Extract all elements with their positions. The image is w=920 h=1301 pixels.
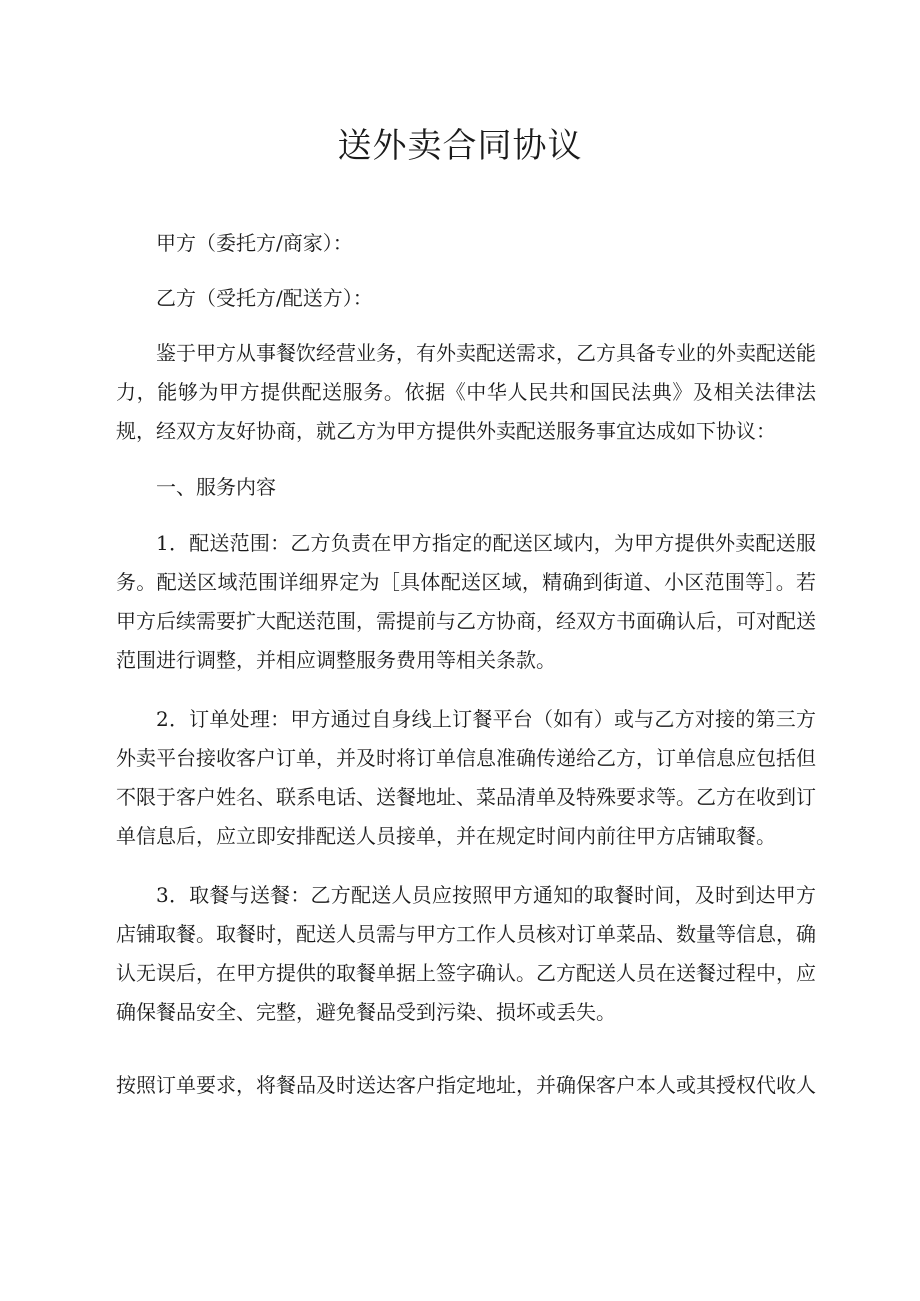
clause-pickup-delivery: 3．取餐与送餐：乙方配送人员应按照甲方通知的取餐时间，及时到达甲方店铺取餐。取餐时，配送人员需与甲方工作人员核对订单菜品、数量等信息，确认无误后，在甲方提供的取餐单据上签字确认。乙方配送人员在送餐过程中，应确保餐品安全、完整，避免餐品受到污染、损坏或丢失。 [116,883,816,1024]
clause-order-processing: 2．订单处理：甲方通过自身线上订餐平台（如有）或与乙方对接的第三方外卖平台接收客户订单，并及时将订单信息准确传递给乙方，订单信息应包括但不限于客户姓名、联系电话、送餐地址、菜品清单及特殊要求等。乙方在收到订单信息后，应立即安排配送人员接单，并在规定时间内前往甲方店铺取餐。 [116,707,816,848]
party-b-line: 乙方（受托方/配送方）： [156,286,373,310]
document-body [116,224,816,1124]
preamble-paragraph: 鉴于甲方从事餐饮经营业务，有外卖配送需求，乙方具备专业的外卖配送能力，能够为甲方提供配送服务。依据《中华人民共和国民法典》及相关法律法规，经双方友好协商，就乙方为甲方提供外卖配送服务事宜达成如下协议： [116,341,816,443]
party-a-line: 甲方（委托方/商家）： [156,231,353,255]
section-heading-service-content: 一、服务内容 [156,475,276,499]
clause-delivery-range: 1．配送范围：乙方负责在甲方指定的配送区域内，为甲方提供外卖配送服务。配送区域范围详细界定为［具体配送区域，精确到街道、小区范围等］。若甲方后续需要扩大配送范围，需提前与乙方协商，经双方书面确认后，可对配送范围进行调整，并相应调整服务费用等相关条款。 [116,531,816,672]
continuation-paragraph: 按照订单要求，将餐品及时送达客户指定地址，并确保客户本人或其授权代收人 [116,1073,816,1097]
document-title: 送外卖合同协议 [337,126,583,166]
